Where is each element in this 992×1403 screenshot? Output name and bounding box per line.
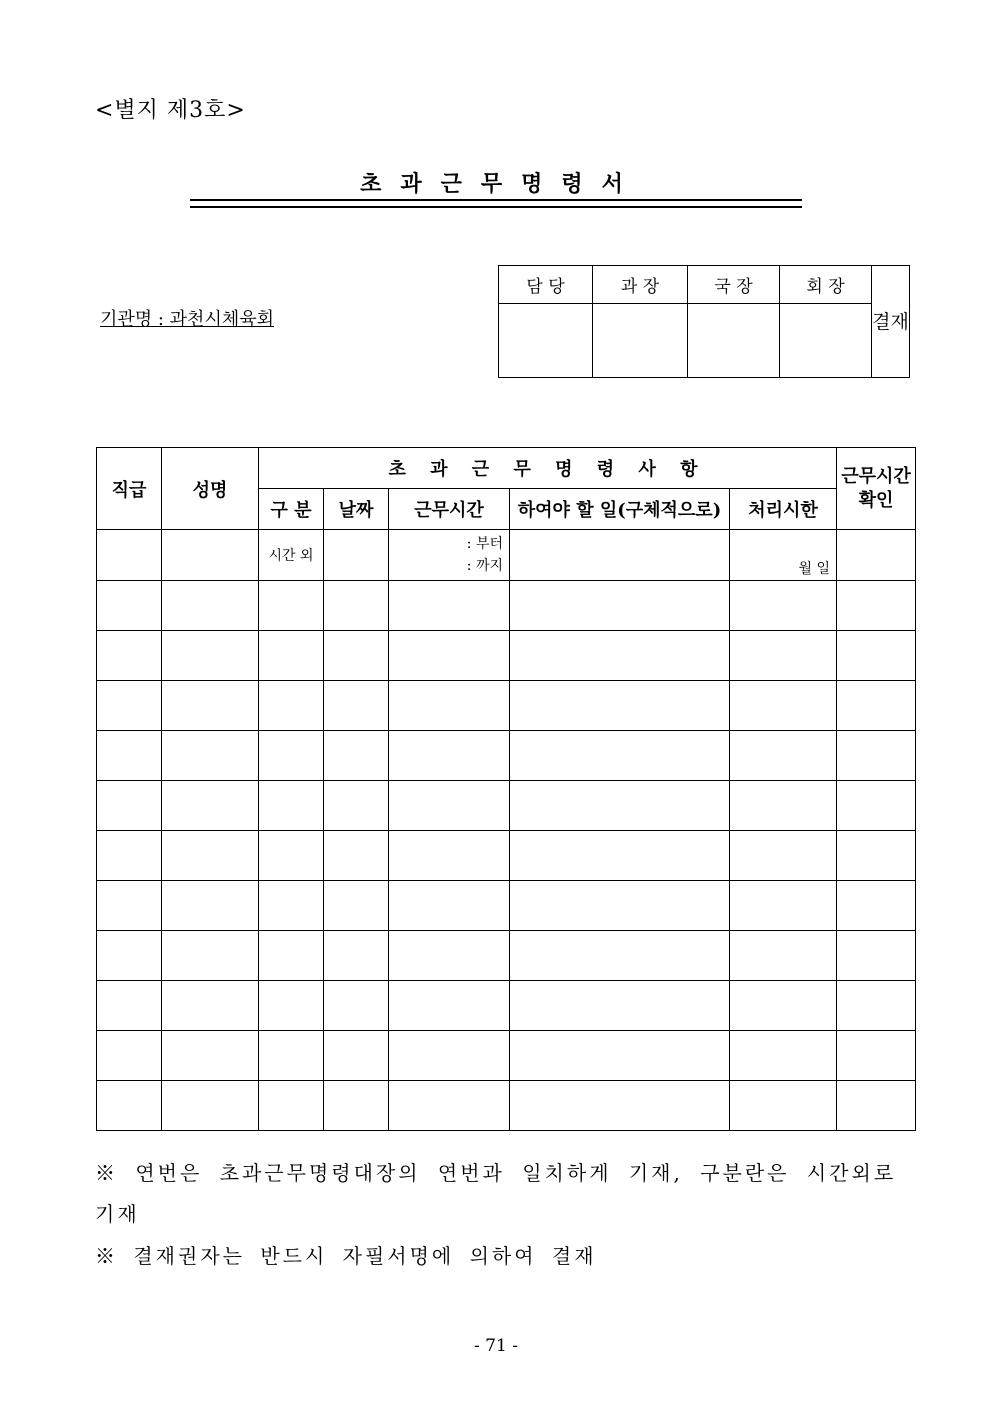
date-cell[interactable] (324, 581, 389, 631)
approval-header-section-chief: 과 장 (593, 266, 688, 304)
work-hours-cell[interactable] (389, 581, 510, 631)
overtime-order-table (96, 447, 916, 1131)
confirm-cell[interactable] (837, 881, 916, 931)
table-row (97, 981, 916, 1031)
signature-cell-staff[interactable] (499, 304, 593, 378)
name-cell[interactable] (162, 681, 259, 731)
time-from-label: : 부터 (466, 536, 503, 552)
table-row (97, 530, 916, 581)
table-row (97, 581, 916, 631)
deadline-cell[interactable] (730, 1081, 837, 1131)
confirm-cell[interactable] (837, 1081, 916, 1131)
header-date: 날짜 (324, 489, 389, 530)
deadline-cell[interactable] (730, 881, 837, 931)
confirm-cell[interactable] (837, 931, 916, 981)
work-hours-cell[interactable] (389, 831, 510, 881)
signature-cell-director[interactable] (688, 304, 780, 378)
header-work-hours: 근무시간 (389, 489, 510, 530)
task-cell[interactable] (510, 831, 730, 881)
signature-cell-section-chief[interactable] (593, 304, 688, 378)
name-cell[interactable] (162, 530, 259, 581)
rank-cell[interactable] (97, 1031, 162, 1081)
confirm-cell[interactable] (837, 731, 916, 781)
date-cell[interactable] (324, 1031, 389, 1081)
table-row (97, 1081, 916, 1131)
deadline-cell[interactable] (730, 681, 837, 731)
confirm-cell[interactable] (837, 530, 916, 581)
name-cell[interactable] (162, 881, 259, 931)
approval-header-staff: 담 당 (499, 266, 593, 304)
date-cell[interactable] (324, 731, 389, 781)
rank-cell[interactable] (97, 781, 162, 831)
approval-header-director: 국 장 (688, 266, 780, 304)
name-cell[interactable] (162, 931, 259, 981)
task-cell[interactable] (510, 1081, 730, 1131)
header-category: 구 분 (259, 489, 324, 530)
date-cell[interactable] (324, 681, 389, 731)
date-cell[interactable] (324, 530, 389, 581)
task-cell[interactable] (510, 981, 730, 1031)
deadline-cell[interactable]: 월 일 (730, 530, 837, 581)
category-cell[interactable] (259, 1081, 324, 1131)
rank-cell[interactable] (97, 530, 162, 581)
name-cell[interactable] (162, 831, 259, 881)
task-cell[interactable] (510, 731, 730, 781)
date-cell[interactable] (324, 931, 389, 981)
deadline-cell[interactable] (730, 581, 837, 631)
form-number-label: <별지 제3호> (95, 98, 246, 123)
note-serial-number-continued: 기재 (95, 1202, 140, 1226)
work-hours-cell[interactable] (389, 1081, 510, 1131)
note-serial-number: ※ 연번은 초과근무명령대장의 연번과 일치하게 기재, 구분란은 시간외로 (95, 1161, 897, 1185)
task-cell[interactable] (510, 1031, 730, 1081)
deadline-cell[interactable] (730, 931, 837, 981)
name-cell[interactable] (162, 781, 259, 831)
task-cell[interactable] (510, 631, 730, 681)
rank-cell[interactable] (97, 731, 162, 781)
agency-name: 기관명 : 과천시체육회 (100, 309, 274, 330)
confirm-cell[interactable] (837, 831, 916, 881)
name-cell[interactable] (162, 1081, 259, 1131)
rank-cell[interactable] (97, 831, 162, 881)
work-hours-cell[interactable] (389, 881, 510, 931)
approval-box (498, 265, 910, 378)
confirm-cell[interactable] (837, 781, 916, 831)
approval-header-president: 회 장 (780, 266, 872, 304)
rank-cell[interactable] (97, 631, 162, 681)
work-hours-cell[interactable] (389, 681, 510, 731)
category-cell[interactable] (259, 981, 324, 1031)
table-row (97, 1031, 916, 1081)
category-cell[interactable] (259, 581, 324, 631)
confirm-cell[interactable] (837, 681, 916, 731)
work-hours-cell[interactable] (389, 1031, 510, 1081)
header-rank: 직급 (97, 448, 162, 530)
rank-cell[interactable] (97, 981, 162, 1031)
deadline-cell[interactable] (730, 981, 837, 1031)
confirm-cell[interactable] (837, 981, 916, 1031)
header-hours-confirm: 근무시간확인 (837, 448, 916, 530)
time-to-label: : 까지 (466, 558, 503, 574)
category-cell[interactable] (259, 631, 324, 681)
page-number: - 71 - (474, 1336, 518, 1356)
title-double-underline (190, 199, 802, 208)
deadline-cell[interactable] (730, 781, 837, 831)
category-cell[interactable]: 시간 외 (259, 530, 324, 581)
work-hours-cell[interactable] (389, 931, 510, 981)
work-hours-cell[interactable] (389, 530, 510, 581)
date-cell[interactable] (324, 981, 389, 1031)
category-cell[interactable] (259, 1031, 324, 1081)
confirm-cell[interactable] (837, 581, 916, 631)
signature-cell-president[interactable] (780, 304, 872, 378)
document-title: 초과근무명령서 (360, 171, 642, 197)
header-name: 성명 (162, 448, 259, 530)
table-row (97, 931, 916, 981)
date-cell[interactable] (324, 1081, 389, 1131)
approval-stamp-label: 결재 (872, 266, 910, 378)
table-row (97, 731, 916, 781)
category-cell[interactable] (259, 781, 324, 831)
rank-cell[interactable] (97, 681, 162, 731)
deadline-cell[interactable] (730, 631, 837, 681)
confirm-cell[interactable] (837, 1031, 916, 1081)
table-row (97, 631, 916, 681)
work-hours-cell[interactable] (389, 781, 510, 831)
category-cell[interactable] (259, 731, 324, 781)
rank-cell[interactable] (97, 581, 162, 631)
work-hours-cell[interactable] (389, 981, 510, 1031)
deadline-cell[interactable] (730, 731, 837, 781)
category-cell[interactable] (259, 831, 324, 881)
table-row (97, 681, 916, 731)
name-cell[interactable] (162, 631, 259, 681)
header-overtime-section: 초 과 근 무 명 령 사 항 (259, 448, 837, 489)
name-cell[interactable] (162, 1031, 259, 1081)
rank-cell[interactable] (97, 1081, 162, 1131)
task-cell[interactable] (510, 881, 730, 931)
name-cell[interactable] (162, 731, 259, 781)
confirm-cell[interactable] (837, 631, 916, 681)
task-cell[interactable] (510, 781, 730, 831)
category-cell[interactable] (259, 881, 324, 931)
table-row (97, 881, 916, 931)
work-hours-cell[interactable] (389, 731, 510, 781)
task-cell[interactable] (510, 581, 730, 631)
category-cell[interactable] (259, 931, 324, 981)
table-row (97, 831, 916, 881)
date-cell[interactable] (324, 881, 389, 931)
task-cell[interactable] (510, 681, 730, 731)
date-cell[interactable] (324, 781, 389, 831)
name-cell[interactable] (162, 981, 259, 1031)
category-cell[interactable] (259, 681, 324, 731)
date-cell[interactable] (324, 631, 389, 681)
header-task: 하여야 할 일(구체적으로) (510, 489, 730, 530)
table-row (97, 781, 916, 831)
task-cell[interactable] (510, 530, 730, 581)
task-cell[interactable] (510, 931, 730, 981)
header-deadline: 처리시한 (730, 489, 837, 530)
name-cell[interactable] (162, 581, 259, 631)
rank-cell[interactable] (97, 931, 162, 981)
work-hours-cell[interactable] (389, 631, 510, 681)
note-signature: ※ 결재권자는 반드시 자필서명에 의하여 결재 (95, 1244, 597, 1268)
deadline-cell[interactable] (730, 831, 837, 881)
date-cell[interactable] (324, 831, 389, 881)
rank-cell[interactable] (97, 881, 162, 931)
deadline-cell[interactable] (730, 1031, 837, 1081)
